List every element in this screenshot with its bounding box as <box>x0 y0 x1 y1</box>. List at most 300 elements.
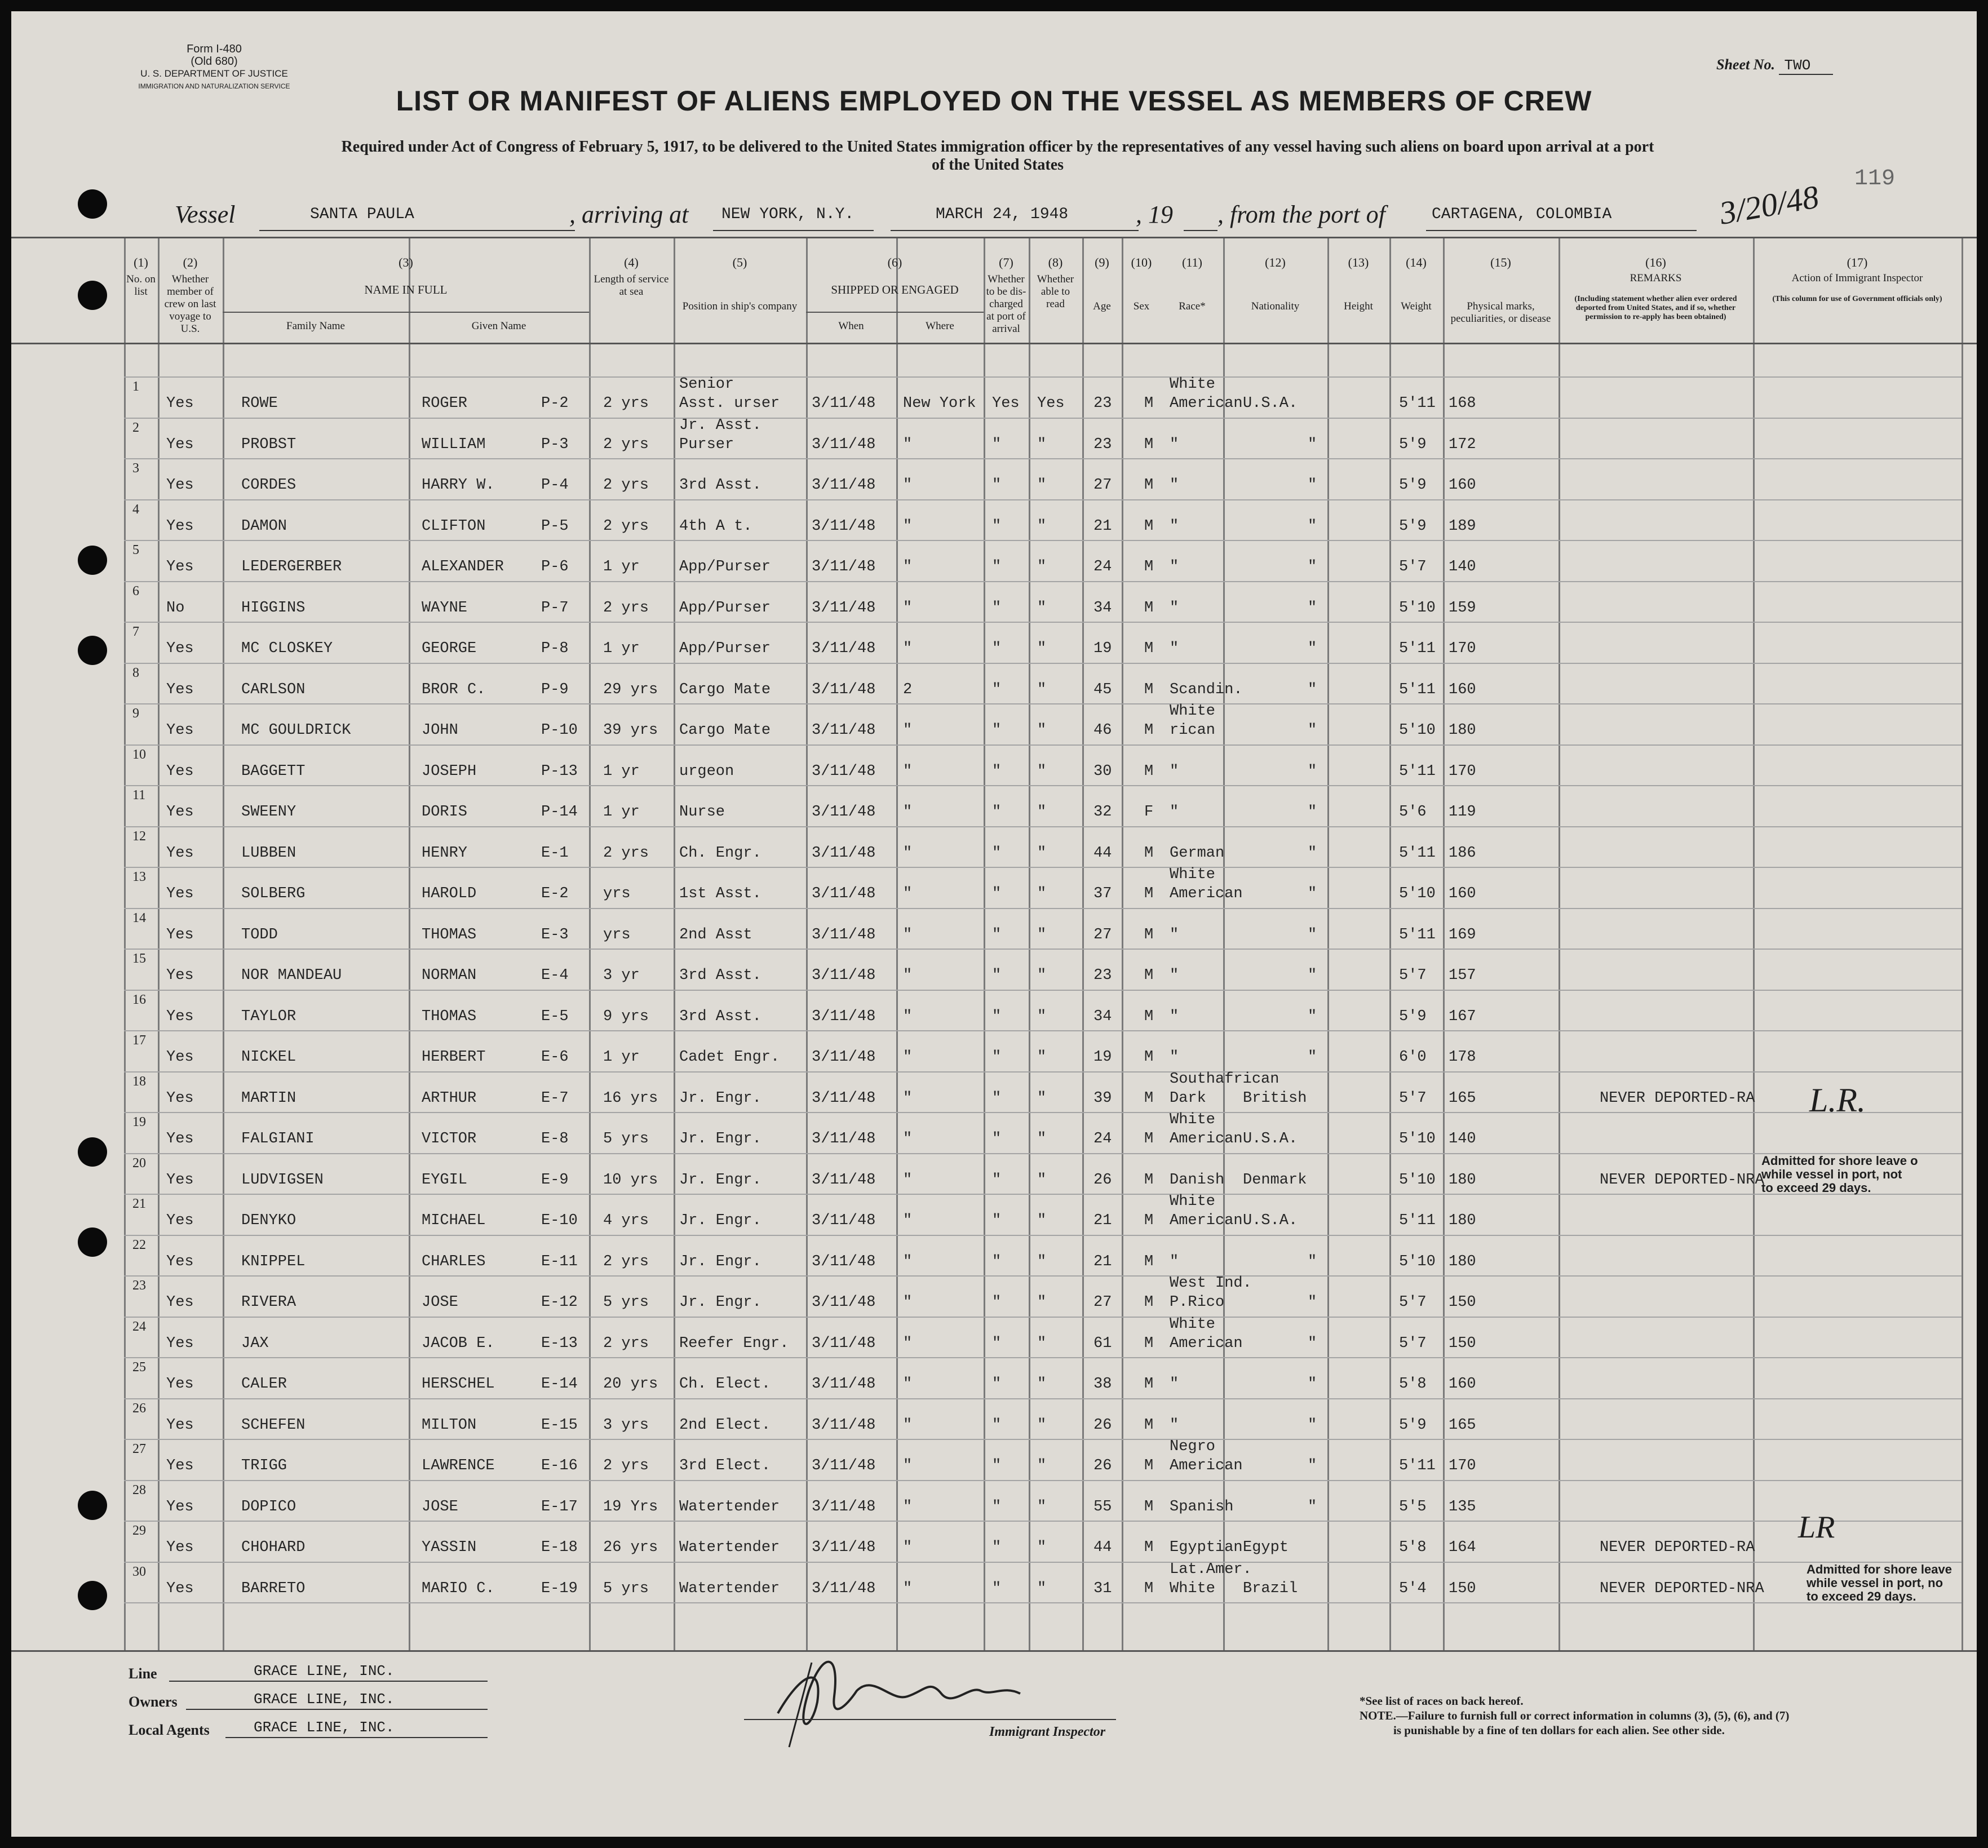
weight: 180 <box>1449 1171 1476 1189</box>
race-line: White <box>1170 1111 1216 1128</box>
weight: 180 <box>1449 1212 1476 1229</box>
shipped-when: 3/11/48 <box>812 1294 876 1311</box>
crew-code: E-8 <box>541 1131 569 1147</box>
age: 21 <box>1093 1253 1112 1270</box>
given-name: JACOB E. <box>422 1335 495 1352</box>
length-of-service: 20 yrs <box>603 1376 658 1393</box>
shipped-when: 3/11/48 <box>812 1580 876 1597</box>
shipped-where: " <box>903 559 913 575</box>
discharged-at-port: " <box>992 681 1002 698</box>
column-subheader: Given Name <box>471 320 526 332</box>
shipped-when: 3/11/48 <box>812 844 876 862</box>
race: American <box>1170 1457 1243 1474</box>
inspector-label: Immigrant Inspector <box>989 1725 1106 1739</box>
row-rule <box>124 1153 1962 1154</box>
given-name: JOSEPH <box>422 763 477 780</box>
discharged-at-port: " <box>992 640 1002 657</box>
crew-last-voyage: Yes <box>166 1049 194 1066</box>
discharged-at-port: " <box>992 1580 1002 1597</box>
position: Ch. Engr. <box>679 844 761 862</box>
nationality: " <box>1308 804 1317 821</box>
shipped-when: 3/11/48 <box>812 517 876 535</box>
year-underline <box>1184 230 1217 231</box>
row-number: 24 <box>132 1319 146 1334</box>
crew-last-voyage: Yes <box>166 681 194 698</box>
subheader-divider <box>806 312 984 313</box>
shipped-when: 3/11/48 <box>812 804 876 821</box>
row-number: 21 <box>132 1196 146 1211</box>
sex: M <box>1144 395 1154 412</box>
weight: 180 <box>1449 722 1476 739</box>
family-name: RIVERA <box>241 1294 296 1311</box>
weight: 178 <box>1449 1049 1476 1066</box>
column-header: REMARKS <box>1630 272 1682 284</box>
position: Watertender <box>679 1539 780 1556</box>
shipped-where: " <box>903 640 913 657</box>
discharged-at-port: " <box>992 967 1002 984</box>
crew-code: E-4 <box>541 967 569 984</box>
sex: F <box>1144 804 1154 821</box>
height: 6'0 <box>1399 1049 1427 1066</box>
row-rule <box>124 785 1962 786</box>
given-name: VICTOR <box>422 1131 477 1147</box>
able-to-read: " <box>1037 967 1047 984</box>
family-name: DAMON <box>241 517 287 535</box>
family-name: MC CLOSKEY <box>241 640 333 657</box>
crew-last-voyage: Yes <box>166 885 194 902</box>
position: 3rd Asst. <box>679 477 761 494</box>
discharged-at-port: " <box>992 804 1002 821</box>
discharged-at-port: " <box>992 1089 1002 1107</box>
length-of-service: 3 yr <box>603 967 640 984</box>
height: 5'7 <box>1399 1089 1427 1107</box>
sex: M <box>1144 885 1154 902</box>
weight: 164 <box>1449 1539 1476 1556</box>
inspector-initials: L.R. <box>1809 1082 1866 1119</box>
race: American <box>1170 395 1243 412</box>
column-number: (6) <box>887 255 902 269</box>
row-rule <box>124 744 1962 746</box>
crew-code: E-5 <box>541 1008 569 1025</box>
sheet-label: Sheet No. <box>1716 56 1775 73</box>
discharged-at-port: " <box>992 559 1002 575</box>
column-number: (1) <box>134 255 148 269</box>
discharged-at-port: " <box>992 1294 1002 1311</box>
sex: M <box>1144 1253 1154 1270</box>
crew-last-voyage: Yes <box>166 395 194 412</box>
sex: M <box>1144 436 1154 453</box>
sex: M <box>1144 844 1154 862</box>
race: P.Rico <box>1170 1294 1225 1311</box>
row-rule <box>124 418 1962 419</box>
given-name: WILLIAM <box>422 436 486 453</box>
column-number: (5) <box>732 255 747 269</box>
crew-code: E-6 <box>541 1049 569 1066</box>
discharged-at-port: " <box>992 763 1002 780</box>
column-number: (2) <box>183 255 198 269</box>
age: 39 <box>1093 1089 1112 1107</box>
shipped-where: " <box>903 1335 913 1352</box>
crew-code: E-2 <box>541 885 569 902</box>
length-of-service: 10 yrs <box>603 1171 658 1189</box>
given-name: CHARLES <box>422 1253 486 1270</box>
race-line: West Ind. <box>1170 1275 1252 1292</box>
age: 23 <box>1093 436 1112 453</box>
stamp-line: to exceed 29 days. <box>1807 1589 1916 1603</box>
family-name: CALER <box>241 1376 287 1393</box>
form-title: LIST OR MANIFEST OF ALIENS EMPLOYED ON THE VESSEL AS MEMBERS OF CREW <box>396 85 1592 117</box>
crew-code: P-4 <box>541 477 569 494</box>
length-of-service: 39 yrs <box>603 722 658 739</box>
given-name: HERBERT <box>422 1049 486 1066</box>
sex: M <box>1144 1457 1154 1474</box>
race: rican <box>1170 722 1216 739</box>
weight: 170 <box>1449 1457 1476 1474</box>
family-name: LUBBEN <box>241 844 296 862</box>
shipped-when: 3/11/48 <box>812 1376 876 1393</box>
given-name: CLIFTON <box>422 517 486 535</box>
shipped-when: 3/11/48 <box>812 1089 876 1107</box>
length-of-service: 1 yr <box>603 763 640 780</box>
age: 27 <box>1093 926 1112 943</box>
form-old-number: (Old 680) <box>191 55 238 68</box>
position: urgeon <box>679 763 734 780</box>
weight: 160 <box>1449 1376 1476 1393</box>
crew-code: P-6 <box>541 559 569 575</box>
able-to-read: " <box>1037 844 1047 862</box>
sex: M <box>1144 477 1154 494</box>
crew-code: E-12 <box>541 1294 578 1311</box>
sex: M <box>1144 1294 1154 1311</box>
column-number: (13) <box>1348 255 1369 269</box>
position-line: Senior <box>679 376 734 393</box>
length-of-service: 2 yrs <box>603 1457 649 1474</box>
race: " <box>1170 559 1179 575</box>
stamp-line: Admitted for shore leave o <box>1761 1154 1918 1168</box>
height: 5'10 <box>1399 1253 1436 1270</box>
discharged-at-port: " <box>992 1335 1002 1352</box>
row-rule <box>124 1521 1962 1522</box>
height: 5'7 <box>1399 559 1427 575</box>
column-header: Race* <box>1179 300 1206 312</box>
shipped-where: " <box>903 1457 913 1474</box>
family-name: CARLSON <box>241 681 305 698</box>
given-name: ROGER <box>422 395 468 412</box>
crew-last-voyage: Yes <box>166 844 194 862</box>
given-name: BROR C. <box>422 681 486 698</box>
agents-label: Local Agents <box>129 1722 210 1738</box>
able-to-read: " <box>1037 1335 1047 1352</box>
family-name: CHOHARD <box>241 1539 305 1556</box>
race: " <box>1170 436 1179 453</box>
penalty-note: NOTE.—Failure to furnish full or correct information in columns (3), (5), (6), and (7) <box>1360 1709 1790 1722</box>
able-to-read: " <box>1037 640 1047 657</box>
race: German <box>1170 844 1225 862</box>
family-name: DOPICO <box>241 1498 296 1515</box>
row-number: 18 <box>132 1074 146 1089</box>
able-to-read: " <box>1037 1089 1047 1107</box>
race: Dark <box>1170 1089 1206 1107</box>
nationality: " <box>1308 722 1317 739</box>
position-line: Jr. Asst. <box>679 416 761 434</box>
inspector-initials: LR <box>1798 1510 1835 1545</box>
weight: 135 <box>1449 1498 1476 1515</box>
position: 3rd Asst. <box>679 967 761 984</box>
position: 1st Asst. <box>679 885 761 902</box>
vessel-underline <box>259 230 575 231</box>
discharged-at-port: " <box>992 722 1002 739</box>
position: Cargo Mate <box>679 722 771 739</box>
age: 46 <box>1093 722 1112 739</box>
height: 5'11 <box>1399 844 1436 862</box>
family-name: LUDVIGSEN <box>241 1171 324 1189</box>
discharged-at-port: " <box>992 1457 1002 1474</box>
nationality: " <box>1308 559 1317 575</box>
sheet-number: TWO <box>1779 57 1834 75</box>
height: 5'7 <box>1399 1335 1427 1352</box>
height: 5'9 <box>1399 477 1427 494</box>
length-of-service: 3 yrs <box>603 1416 649 1434</box>
shipped-where: " <box>903 722 913 739</box>
nationality: " <box>1308 926 1317 943</box>
race: " <box>1170 517 1179 535</box>
row-rule <box>124 908 1962 909</box>
shipped-where: " <box>903 517 913 535</box>
height: 5'11 <box>1399 1212 1436 1229</box>
given-name: THOMAS <box>422 1008 477 1025</box>
weight: 119 <box>1449 804 1476 821</box>
able-to-read: " <box>1037 722 1047 739</box>
race: " <box>1170 967 1179 984</box>
row-number: 25 <box>132 1360 146 1375</box>
height: 5'5 <box>1399 1498 1427 1515</box>
age: 27 <box>1093 477 1112 494</box>
nationality: " <box>1308 477 1317 494</box>
sex: M <box>1144 722 1154 739</box>
shipped-where: " <box>903 1539 913 1556</box>
age: 34 <box>1093 599 1112 617</box>
row-rule <box>124 1480 1962 1481</box>
race-line: Lat.Amer. <box>1170 1561 1252 1578</box>
age: 44 <box>1093 1539 1112 1556</box>
discharged-at-port: " <box>992 1539 1002 1556</box>
remarks: NEVER DEPORTED-NRA <box>1600 1580 1764 1597</box>
crew-last-voyage: Yes <box>166 1212 194 1229</box>
race: American <box>1170 1131 1243 1147</box>
weight: 170 <box>1449 640 1476 657</box>
given-name: HERSCHEL <box>422 1376 495 1393</box>
given-name: ARTHUR <box>422 1089 477 1107</box>
race: American <box>1170 1212 1243 1229</box>
sex: M <box>1144 926 1154 943</box>
position: App/Purser <box>679 640 771 657</box>
length-of-service: 5 yrs <box>603 1580 649 1597</box>
height: 5'11 <box>1399 681 1436 698</box>
nationality: U.S.A. <box>1243 1212 1298 1229</box>
position: Jr. Engr. <box>679 1131 761 1147</box>
column-note: (Including statement whether alien ever ordered deported from United States, and if so, whether permission to re-apply has been obtained) <box>1574 295 1737 321</box>
shipped-where: " <box>903 1580 913 1597</box>
shipped-when: 3/11/48 <box>812 559 876 575</box>
nationality: " <box>1308 599 1317 617</box>
weight: 140 <box>1449 1131 1476 1147</box>
age: 19 <box>1093 640 1112 657</box>
nationality: Denmark <box>1243 1171 1307 1189</box>
position: App/Purser <box>679 559 771 575</box>
column-number: (17) <box>1847 255 1868 269</box>
row-number: 13 <box>132 870 146 884</box>
position: App/Purser <box>679 599 771 617</box>
discharged-at-port: " <box>992 1253 1002 1270</box>
length-of-service: 5 yrs <box>603 1131 649 1147</box>
family-name: CORDES <box>241 477 296 494</box>
line-value: GRACE LINE, INC. <box>254 1663 395 1679</box>
able-to-read: " <box>1037 559 1047 575</box>
weight: 167 <box>1449 1008 1476 1025</box>
crew-code: E-14 <box>541 1376 578 1393</box>
row-number: 3 <box>132 461 139 476</box>
column-header: Whether able to read <box>1037 273 1074 310</box>
crew-last-voyage: Yes <box>166 1335 194 1352</box>
weight: 170 <box>1449 763 1476 780</box>
discharged-at-port: " <box>992 599 1002 617</box>
column-number: (12) <box>1265 255 1286 269</box>
length-of-service: 2 yrs <box>603 1253 649 1270</box>
row-rule <box>124 949 1962 950</box>
discharged-at-port: " <box>992 477 1002 494</box>
race: Scandin. <box>1170 681 1243 698</box>
crew-last-voyage: Yes <box>166 1294 194 1311</box>
position: 2nd Asst <box>679 926 752 943</box>
family-name: SOLBERG <box>241 885 305 902</box>
column-number: (3) <box>399 255 413 269</box>
position: Jr. Engr. <box>679 1294 761 1311</box>
row-rule <box>124 499 1962 500</box>
crew-last-voyage: Yes <box>166 559 194 575</box>
sex: M <box>1144 1335 1154 1352</box>
sheet-number-field <box>1716 56 1833 74</box>
races-note: *See list of races on back hereof. <box>1360 1694 1524 1708</box>
family-name: SCHEFEN <box>241 1416 305 1434</box>
given-name: JOHN <box>422 722 458 739</box>
given-name: HARRY W. <box>422 477 495 494</box>
line-underline <box>169 1681 488 1682</box>
height: 5'9 <box>1399 436 1427 453</box>
able-to-read: " <box>1037 1580 1047 1597</box>
length-of-service: 26 yrs <box>603 1539 658 1556</box>
row-rule <box>124 867 1962 868</box>
nationality: " <box>1308 436 1317 453</box>
family-name: MARTIN <box>241 1089 296 1107</box>
weight: 169 <box>1449 926 1476 943</box>
vessel-name: SANTA PAULA <box>310 206 414 223</box>
shipped-where: " <box>903 967 913 984</box>
nationality: " <box>1308 967 1317 984</box>
shipped-when: 3/11/48 <box>812 722 876 739</box>
row-number: 10 <box>132 747 146 762</box>
weight: 160 <box>1449 477 1476 494</box>
length-of-service: 29 yrs <box>603 681 658 698</box>
age: 44 <box>1093 844 1112 862</box>
able-to-read: " <box>1037 517 1047 535</box>
discharged-at-port: " <box>992 1131 1002 1147</box>
discharged-at-port: " <box>992 1212 1002 1229</box>
discharged-at-port: " <box>992 885 1002 902</box>
vessel-label: Vessel <box>175 201 236 228</box>
able-to-read: " <box>1037 1498 1047 1515</box>
position: Ch. Elect. <box>679 1376 771 1393</box>
row-number: 6 <box>132 583 139 599</box>
column-header: Age <box>1093 300 1111 312</box>
position: Watertender <box>679 1580 780 1597</box>
race-line: White <box>1170 866 1216 883</box>
nationality: U.S.A. <box>1243 395 1298 412</box>
age: 45 <box>1093 681 1112 698</box>
age: 19 <box>1093 1049 1112 1066</box>
column-header: Whether to be dis-charged at port of arrival <box>986 273 1026 335</box>
shipped-when: 3/11/48 <box>812 640 876 657</box>
crew-code: E-10 <box>541 1212 578 1229</box>
shipped-when: 3/11/48 <box>812 967 876 984</box>
able-to-read: " <box>1037 1416 1047 1434</box>
length-of-service: 1 yr <box>603 804 640 821</box>
race-line: White <box>1170 703 1216 720</box>
column-note: (This column for use of Government officials only) <box>1772 295 1942 303</box>
position: 3rd Asst. <box>679 1008 761 1025</box>
shipped-when: 3/11/48 <box>812 926 876 943</box>
height: 5'9 <box>1399 1416 1427 1434</box>
manifest-sheet <box>11 11 1977 1837</box>
row-rule <box>124 1112 1962 1113</box>
height: 5'11 <box>1399 395 1436 412</box>
family-name: PROBST <box>241 436 296 453</box>
race: " <box>1170 1416 1179 1434</box>
sex: M <box>1144 599 1154 617</box>
signature-line <box>744 1719 1116 1720</box>
crew-last-voyage: Yes <box>166 1089 194 1107</box>
shore-leave-stamp <box>1807 1563 1952 1603</box>
race: Spanish <box>1170 1498 1234 1515</box>
family-name: BAGGETT <box>241 763 305 780</box>
crew-last-voyage: Yes <box>166 967 194 984</box>
shipped-when: 3/11/48 <box>812 1049 876 1066</box>
row-number: 28 <box>132 1482 146 1497</box>
stamp-line: while vessel in port, not <box>1761 1167 1902 1181</box>
row-rule <box>124 1194 1962 1195</box>
column-header: Physical marks, peculiarities, or disease <box>1450 300 1551 325</box>
row-number: 17 <box>132 1033 146 1048</box>
crew-last-voyage: Yes <box>166 1580 194 1597</box>
footer-notes <box>1360 1694 1789 1738</box>
height: 5'4 <box>1399 1580 1427 1597</box>
length-of-service: 5 yrs <box>603 1294 649 1311</box>
nationality: " <box>1308 1498 1317 1515</box>
able-to-read: " <box>1037 1212 1047 1229</box>
crew-code: E-17 <box>541 1498 578 1515</box>
shipped-where: New York <box>903 395 976 412</box>
family-name: DENYKO <box>241 1212 296 1229</box>
sex: M <box>1144 681 1154 698</box>
sex: M <box>1144 640 1154 657</box>
row-number: 19 <box>132 1115 146 1129</box>
row-rule <box>124 581 1962 582</box>
sex: M <box>1144 517 1154 535</box>
row-rule <box>124 703 1962 704</box>
nationality: " <box>1308 763 1317 780</box>
department-name: U. S. DEPARTMENT OF JUSTICE <box>140 68 288 79</box>
height: 5'10 <box>1399 722 1436 739</box>
position: 2nd Elect. <box>679 1416 771 1434</box>
